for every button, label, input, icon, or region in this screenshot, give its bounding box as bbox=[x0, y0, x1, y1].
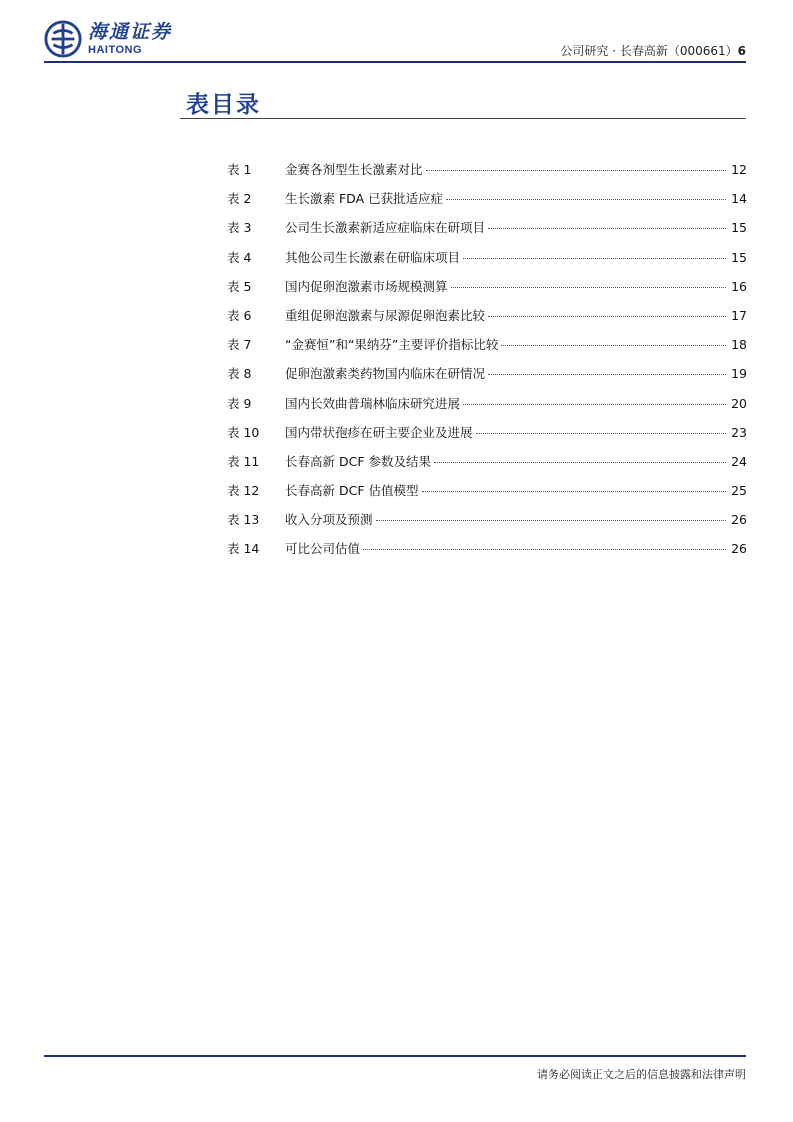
toc-entry-title: 可比公司估值 bbox=[285, 541, 361, 557]
toc-entry[interactable] bbox=[227, 394, 747, 423]
toc-entry[interactable] bbox=[227, 510, 747, 539]
toc-entry-page: 26 bbox=[731, 541, 747, 557]
toc-leader-dots bbox=[446, 199, 726, 200]
toc-leader-dots bbox=[422, 491, 727, 492]
toc-entry-number: 表 9 bbox=[227, 395, 252, 411]
toc-entry-page: 16 bbox=[731, 278, 747, 294]
toc-leader-dots bbox=[501, 345, 726, 346]
header-divider bbox=[44, 61, 746, 63]
toc-entry-title: 收入分项及预测 bbox=[285, 512, 373, 528]
toc-entry[interactable] bbox=[227, 423, 747, 452]
toc-entry-number: 表 12 bbox=[227, 483, 260, 499]
toc-entry-page: 20 bbox=[731, 395, 747, 411]
report-label: 公司研究 · 长春高新（000661） bbox=[560, 44, 738, 58]
toc-entry-page: 15 bbox=[731, 220, 747, 236]
toc-entry[interactable] bbox=[227, 218, 747, 247]
toc-entry-page: 24 bbox=[731, 453, 747, 469]
toc-entry-title: 国内长效曲普瑞林临床研究进展 bbox=[285, 395, 461, 411]
toc-leader-dots bbox=[476, 433, 726, 434]
toc-leader-dots bbox=[488, 316, 726, 317]
toc-entry-title: “金赛恒”和“果纳芬”主要评价指标比较 bbox=[285, 337, 499, 353]
toc-entry-title: 重组促卵泡激素与尿源促卵泡素比较 bbox=[285, 307, 486, 323]
toc-entry[interactable] bbox=[227, 335, 747, 364]
toc-entry-number: 表 14 bbox=[227, 541, 260, 557]
toc-leader-dots bbox=[488, 228, 726, 229]
toc-entry-number: 表 1 bbox=[227, 162, 252, 177]
toc-entry[interactable] bbox=[227, 277, 747, 306]
footer-disclaimer: 请务必阅读正文之后的信息披露和法律声明 bbox=[537, 1068, 746, 1081]
toc-entry-page: 25 bbox=[731, 483, 747, 499]
page-number: 6 bbox=[737, 44, 746, 58]
logo-english-name: HAITONG bbox=[88, 43, 143, 56]
footer-divider bbox=[44, 1055, 746, 1057]
toc-entry-number: 表 13 bbox=[227, 512, 260, 528]
haitong-logo-icon bbox=[44, 20, 82, 58]
toc-entry-number: 表 3 bbox=[227, 220, 252, 236]
table-of-contents bbox=[227, 160, 747, 569]
toc-leader-dots bbox=[463, 258, 726, 259]
toc-entry-title: 长春高新 DCF 估值模型 bbox=[285, 483, 419, 499]
toc-entry-number: 表 6 bbox=[227, 307, 252, 323]
toc-entry[interactable] bbox=[227, 364, 747, 393]
toc-entry-page: 17 bbox=[731, 307, 747, 323]
toc-leader-dots bbox=[426, 170, 726, 171]
toc-entry-title: 其他公司生长激素在研临床项目 bbox=[285, 249, 461, 265]
toc-leader-dots bbox=[488, 374, 726, 375]
toc-entry-title: 长春高新 DCF 参数及结果 bbox=[285, 453, 431, 469]
toc-leader-dots bbox=[376, 520, 726, 521]
toc-entry-title: 金赛各剂型生长激素对比 bbox=[285, 162, 423, 177]
toc-entry-number: 表 5 bbox=[227, 278, 252, 294]
toc-title: 表目录 bbox=[186, 91, 261, 118]
toc-entry-page: 26 bbox=[731, 512, 747, 528]
toc-entry-number: 表 8 bbox=[227, 366, 252, 382]
toc-entry[interactable] bbox=[227, 481, 747, 510]
toc-entry[interactable] bbox=[227, 452, 747, 481]
toc-entry-number: 表 2 bbox=[227, 191, 252, 207]
toc-entry-title: 国内带状孢疹在研主要企业及进展 bbox=[285, 424, 473, 440]
toc-entry[interactable] bbox=[227, 248, 747, 277]
toc-entry-number: 表 7 bbox=[227, 337, 252, 353]
toc-entry-page: 23 bbox=[731, 424, 747, 440]
toc-entry-title: 促卵泡激素类药物国内临床在研情况 bbox=[285, 366, 486, 382]
toc-entry[interactable] bbox=[227, 539, 747, 568]
toc-entry-title: 国内促卵泡激素市场规模测算 bbox=[285, 278, 448, 294]
toc-entry-title: 生长激素 FDA 已获批适应症 bbox=[285, 191, 444, 207]
toc-entry-page: 19 bbox=[731, 366, 747, 382]
toc-entry-page: 12 bbox=[731, 162, 747, 177]
toc-entry-number: 表 4 bbox=[227, 249, 252, 265]
toc-entry[interactable] bbox=[227, 306, 747, 335]
toc-leader-dots bbox=[363, 549, 726, 550]
logo-chinese-name: 海通证券 bbox=[88, 20, 173, 43]
company-logo bbox=[44, 18, 172, 60]
toc-entry-number: 表 10 bbox=[227, 424, 260, 440]
toc-entry-page: 18 bbox=[731, 337, 747, 353]
toc-entry-page: 14 bbox=[731, 191, 747, 207]
toc-leader-dots bbox=[463, 404, 726, 405]
toc-entry[interactable] bbox=[227, 189, 747, 218]
title-divider bbox=[180, 118, 746, 119]
toc-leader-dots bbox=[434, 462, 726, 463]
toc-entry-page: 15 bbox=[731, 249, 747, 265]
toc-leader-dots bbox=[451, 287, 726, 288]
toc-entry[interactable] bbox=[227, 160, 747, 189]
toc-entry-number: 表 11 bbox=[227, 453, 260, 469]
toc-entry-title: 公司生长激素新适应症临床在研项目 bbox=[285, 220, 486, 236]
report-header bbox=[560, 42, 746, 59]
